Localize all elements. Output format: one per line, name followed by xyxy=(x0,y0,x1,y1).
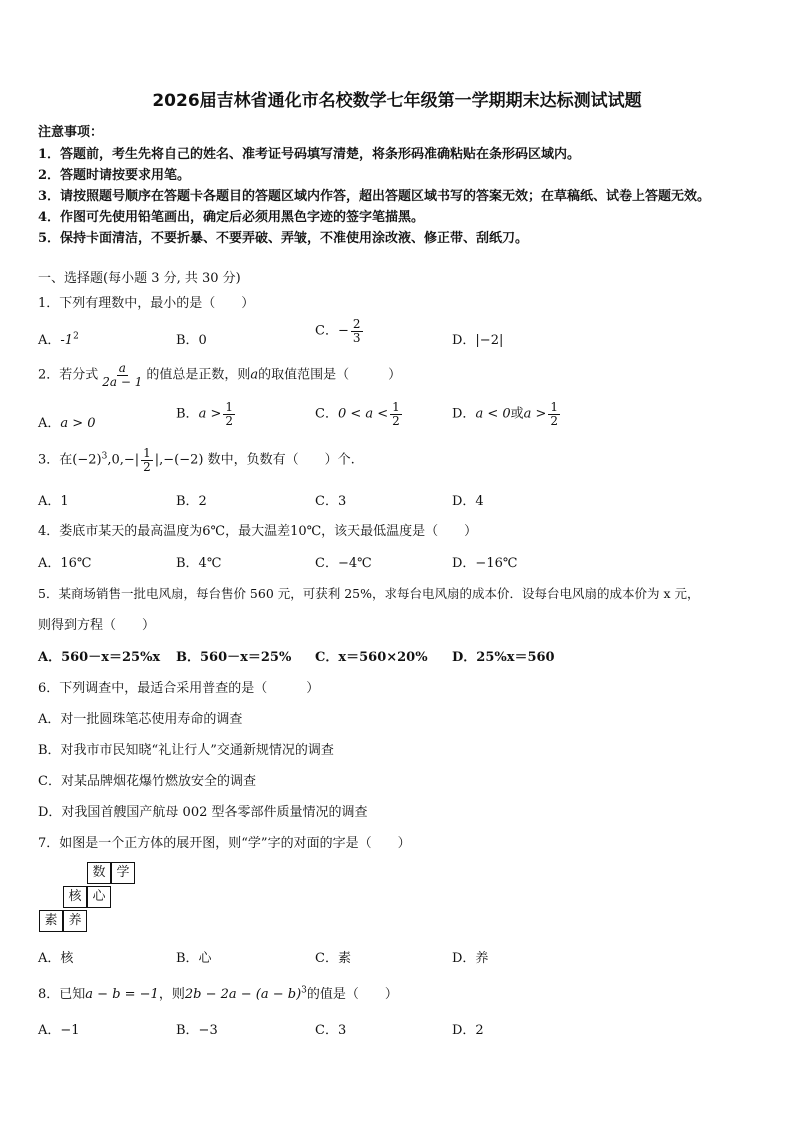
fraction: $\frac{1}{2}$ xyxy=(225,400,233,428)
q5-option-d: D．25%x＝560 xyxy=(452,650,555,665)
notice-item: 5．保持卡面清洁，不要折暴、不要弄破、弄皱，不准使用涂改液、修正带、刮纸刀。 xyxy=(38,231,529,246)
q1-option-c: C．− $\frac{2}{3}$ xyxy=(315,317,361,345)
q3-option-b: B．2 xyxy=(176,494,207,509)
notice-item: 1．答题前，考生先将自己的姓名、准考证号码填写清楚，将条形码准确粘贴在条形码区域内。 xyxy=(38,147,581,162)
fraction: $\frac{a}{2a - 1}$ xyxy=(102,361,143,389)
q4-option-b: B．4℃ xyxy=(176,556,222,571)
notice-heading: 注意事项： xyxy=(38,125,104,140)
fraction: $\frac{2}{3}$ xyxy=(352,317,361,345)
q7-option-a: A．核 xyxy=(38,951,74,966)
page-title: 2026届吉林省通化市名校数学七年级第一学期期末达标测试试题 xyxy=(152,91,642,111)
net-cell: 数 xyxy=(87,862,111,884)
q8-option-d: D．2 xyxy=(452,1023,484,1038)
q1-stem: 1．下列有理数中，最小的是（ ） xyxy=(38,296,255,311)
fraction: $\frac{1}{2}$ xyxy=(550,400,559,428)
q5-option-a: A．560－x＝25%x xyxy=(38,650,161,665)
q6-option-d: D．对我国首艘国产航母 002 型各零部件质量情况的调查 xyxy=(38,805,368,820)
q2-stem: 2．若分式 $\frac{a}{2a - 1}$ 的值总是正数，则a的取值范围是（ ） xyxy=(38,361,402,389)
q4-option-d: D．−16℃ xyxy=(452,556,518,571)
q6-option-b: B．对我市市民知晓“礼让行人”交通新规情况的调查 xyxy=(38,743,334,758)
q7-option-d: D．养 xyxy=(452,951,489,966)
q6-stem: 6．下列调查中，最适合采用普查的是（ ） xyxy=(38,681,320,696)
q1-option-d: D．|−2| xyxy=(452,333,504,348)
q2-option-b: B．a > $\frac{1}{2}$ xyxy=(176,400,233,428)
q1-option-b: B．0 xyxy=(176,333,207,348)
q3-stem: 3．在$(-2)^3,0,-|$ $\frac{1}{2}$ |,−(−2) 数中，负数有（ ）个. xyxy=(38,446,355,474)
fraction: $\frac{1}{2}$ xyxy=(392,400,400,428)
net-cell: 素 xyxy=(39,910,63,932)
q5-option-b: B．560－x＝25% xyxy=(176,650,292,665)
q3-option-d: D．4 xyxy=(452,494,484,509)
q3-option-c: C．3 xyxy=(315,494,347,509)
q8-stem: 8．已知a − b = −1，则$2b - 2a - (a - b)^3$的值是（ ） xyxy=(38,985,398,1002)
q8-option-a: A．−1 xyxy=(38,1023,80,1038)
q4-stem: 4．娄底市某天的最高温度为6℃，最大温差10℃，该天最低温度是（ ） xyxy=(38,524,478,539)
q8-option-c: C．3 xyxy=(315,1023,347,1038)
q7-option-c: C．素 xyxy=(315,951,351,966)
q2-option-c: C．0 < a < $\frac{1}{2}$ xyxy=(315,400,400,428)
q5-stem-line2: 则得到方程（ ） xyxy=(38,618,156,633)
notice-item: 4．作图可先使用铅笔画出，确定后必须用黑色字迹的签字笔描黑。 xyxy=(38,210,425,225)
q7-option-b: B．心 xyxy=(176,951,212,966)
q6-option-a: A．对一批圆珠笔芯使用寿命的调查 xyxy=(38,712,243,727)
q2-option-d: D．a < 0或a > $\frac{1}{2}$ xyxy=(452,400,559,428)
net-cell: 核 xyxy=(63,886,87,908)
notice-item: 2．答题时请按要求用笔。 xyxy=(38,168,191,183)
q4-option-c: C．−4℃ xyxy=(315,556,372,571)
q2-option-a: A．a > 0 xyxy=(38,416,96,431)
q5-option-c: C．x＝560×20% xyxy=(315,650,428,665)
fraction: $\frac{1}{2}$ xyxy=(143,446,151,474)
notice-item: 3．请按照题号顺序在答题卡各题目的答题区域内作答，超出答题区域书写的答案无效；在草稿纸、试卷上答题无效。 xyxy=(38,189,711,204)
section-heading: 一、选择题(每小题 3 分, 共 30 分) xyxy=(38,271,241,286)
net-cell: 学 xyxy=(111,862,135,884)
net-cell: 养 xyxy=(63,910,87,932)
q6-option-c: C．对某品牌烟花爆竹燃放安全的调查 xyxy=(38,774,256,789)
q1-option-a: A．$-1^2$ xyxy=(38,331,79,348)
q8-option-b: B．−3 xyxy=(176,1023,218,1038)
net-cell: 心 xyxy=(87,886,111,908)
q4-option-a: A．16℃ xyxy=(38,556,92,571)
q7-stem: 7．如图是一个正方体的展开图，则“学”字的对面的字是（ ） xyxy=(38,836,411,851)
q3-option-a: A．1 xyxy=(38,494,69,509)
q5-stem-line1: 5．某商场销售一批电风扇，每台售价 560 元，可获利 25%，求每台电风扇的成本价．设每台电风扇的成本价为 x 元， xyxy=(38,586,700,601)
